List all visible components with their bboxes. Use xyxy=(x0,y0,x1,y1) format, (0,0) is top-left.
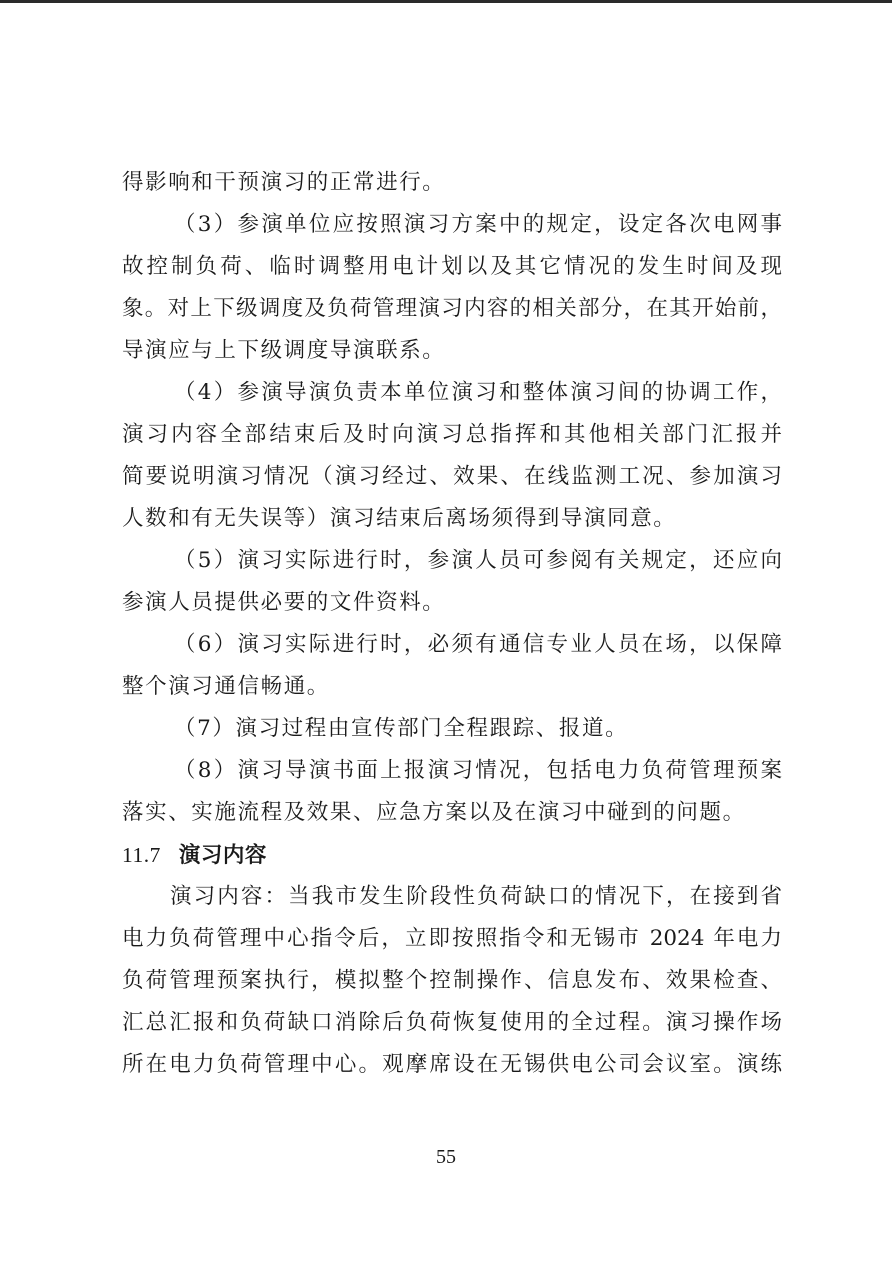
section-title: 演习内容 xyxy=(178,843,267,868)
paragraph-line: 象。对上下级调度及负荷管理演习内容的相关部分，在其开始前， xyxy=(122,296,782,321)
paragraph-line: （4）参演导演负责本单位演习和整体演习间的协调工作， xyxy=(174,380,782,405)
paragraph-line: 电力负荷管理中心指令后，立即按照指令和无锡市 2024 年电力 xyxy=(122,926,782,951)
section-number: 11.7 xyxy=(122,843,161,867)
paragraph-line: 得影响和干预演习的正常进行。 xyxy=(122,170,446,195)
document-body xyxy=(122,162,782,1086)
paragraph-line: 所在电力负荷管理中心。观摩席设在无锡供电公司会议室。演练 xyxy=(122,1052,782,1077)
paragraph-line: 负荷管理预案执行，模拟整个控制操作、信息发布、效果检查、 xyxy=(122,968,782,993)
paragraph-line: （8）演习导演书面上报演习情况，包括电力负荷管理预案 xyxy=(174,758,782,783)
paragraph-line: 落实、实施流程及效果、应急方案以及在演习中碰到的问题。 xyxy=(122,800,746,825)
paragraph-line: 演习内容全部结束后及时向演习总指挥和其他相关部门汇报并 xyxy=(122,422,782,447)
paragraph-line: （6）演习实际进行时，必须有通信专业人员在场，以保障 xyxy=(174,632,782,657)
top-border-rule xyxy=(0,0,892,3)
paragraph-line: 整个演习通信畅通。 xyxy=(122,674,330,699)
paragraph-line: 简要说明演习情况（演习经过、效果、在线监测工况、参加演习 xyxy=(122,464,782,489)
paragraph-line: （5）演习实际进行时，参演人员可参阅有关规定，还应向 xyxy=(174,548,782,573)
paragraph-line: （3）参演单位应按照演习方案中的规定，设定各次电网事 xyxy=(174,212,782,237)
paragraph-line: 导演应与上下级调度导演联系。 xyxy=(122,338,446,363)
paragraph-line: 故控制负荷、临时调整用电计划以及其它情况的发生时间及现 xyxy=(122,254,782,279)
paragraph-line: 演习内容：当我市发生阶段性负荷缺口的情况下，在接到省 xyxy=(170,884,782,909)
section-heading xyxy=(122,834,782,876)
page-number: 55 xyxy=(436,1146,456,1168)
paragraph-line: 人数和有无失误等）演习结束后离场须得到导演同意。 xyxy=(122,506,677,531)
paragraph-line: 汇总汇报和负荷缺口消除后负荷恢复使用的全过程。演习操作场 xyxy=(122,1010,782,1035)
paragraph-line: 参演人员提供必要的文件资料。 xyxy=(122,590,446,615)
paragraph-line: （7）演习过程由宣传部门全程跟踪、报道。 xyxy=(174,716,629,741)
